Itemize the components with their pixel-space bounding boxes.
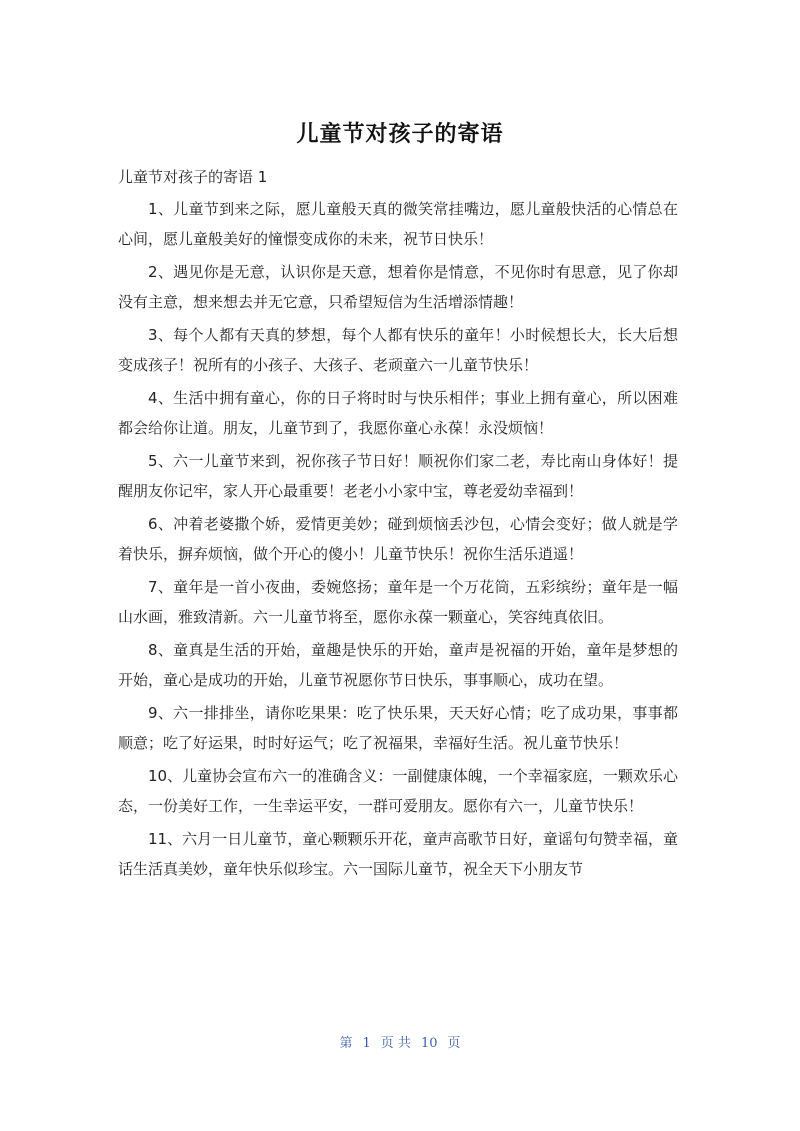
paragraph-7: 7、童年是一首小夜曲，委婉悠扬；童年是一个万花筒，五彩缤纷；童年是一幅山水画，雅致清新。六一儿童节将至，愿你永葆一颗童心，笑容纯真依旧。 bbox=[118, 578, 678, 626]
paragraph-1: 1、儿童节到来之际，愿儿童般天真的微笑常挂嘴边，愿儿童般快活的心情总在心间，愿儿童般美好的憧憬变成你的未来，祝节日快乐！ bbox=[118, 200, 678, 248]
paragraph-2: 2、遇见你是无意，认识你是天意，想着你是情意，不见你时有思意，见了你却没有主意，想来想去并无它意，只希望短信为生活增添情趣！ bbox=[118, 263, 678, 311]
footer-page-number: 1 bbox=[362, 1036, 371, 1051]
document-title: 儿童节对孩子的寄语 bbox=[296, 122, 504, 147]
section-heading: 儿童节对孩子的寄语 1 bbox=[118, 168, 268, 186]
paragraph-3: 3、每个人都有天真的梦想，每个人都有快乐的童年！小时候想长大，长大后想变成孩子！祝所有的小孩子、大孩子、老顽童六一儿童节快乐！ bbox=[118, 326, 678, 374]
page-footer bbox=[0, 1032, 800, 1051]
paragraph-8: 8、童真是生活的开始，童趣是快乐的开始，童声是祝福的开始，童年是梦想的开始，童心是成功的开始，儿童节祝愿你节日快乐，事事顺心，成功在望。 bbox=[118, 641, 678, 689]
footer-suffix: 页 bbox=[447, 1036, 461, 1051]
paragraph-9: 9、六一排排坐，请你吃果果：吃了快乐果，天天好心情；吃了成功果，事事都顺意；吃了好运果，时时好运气；吃了祝福果，幸福好生活。祝儿童节快乐！ bbox=[118, 704, 678, 752]
footer-prefix: 第 bbox=[339, 1036, 353, 1051]
paragraph-10: 10、儿童协会宣布六一的准确含义：一副健康体魄，一个幸福家庭，一颗欢乐心态，一份美好工作，一生幸运平安，一群可爱朋友。愿你有六一，儿童节快乐！ bbox=[118, 767, 678, 815]
paragraph-4: 4、生活中拥有童心，你的日子将时时与快乐相伴；事业上拥有童心，所以困难都会给你让道。朋友，儿童节到了，我愿你童心永葆！永没烦恼！ bbox=[118, 389, 678, 437]
document-body bbox=[118, 162, 678, 887]
paragraph-11: 11、六月一日儿童节，童心颗颗乐开花，童声高歌节日好，童谣句句赞幸福，童话生活真美妙，童年快乐似珍宝。六一国际儿童节，祝全天下小朋友节 bbox=[118, 830, 678, 878]
footer-middle: 页 共 bbox=[380, 1036, 411, 1051]
footer-total-pages: 10 bbox=[420, 1036, 438, 1051]
paragraph-5: 5、六一儿童节来到，祝你孩子节日好！顺祝你们家二老，寿比南山身体好！提醒朋友你记牢，家人开心最重要！老老小小家中宝，尊老爱幼幸福到！ bbox=[118, 452, 678, 500]
paragraph-6: 6、冲着老婆撒个娇，爱情更美妙；碰到烦恼丢沙包，心情会变好；做人就是学着快乐，摒弃烦恼，做个开心的傻小！儿童节快乐！祝你生活乐逍遥！ bbox=[118, 515, 678, 563]
